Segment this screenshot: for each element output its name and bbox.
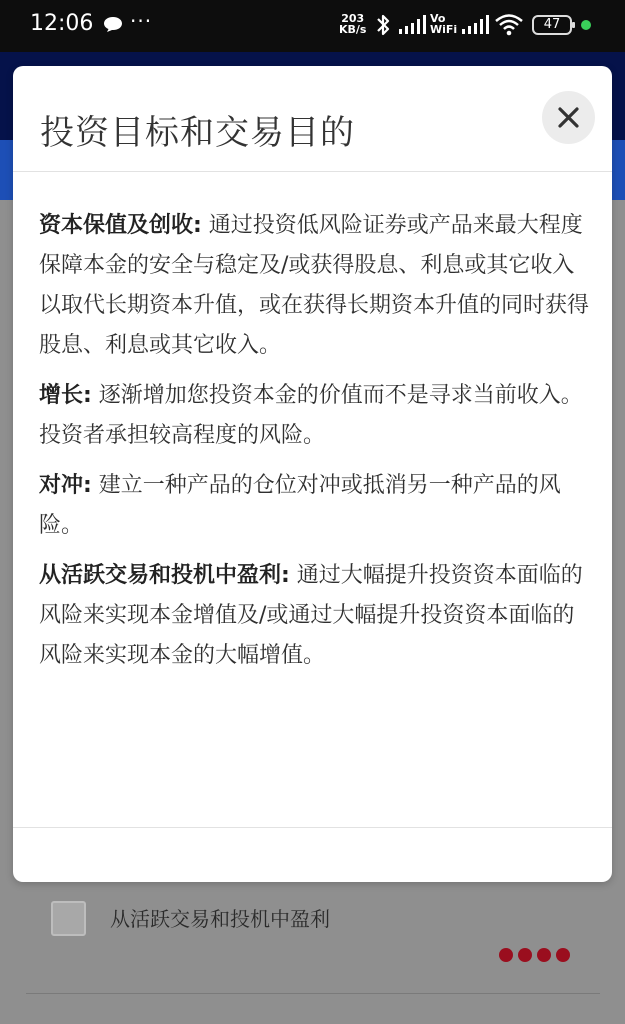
wifi-icon <box>494 12 524 38</box>
definition-term: 从活跃交易和投机中盈利: <box>39 563 290 588</box>
close-icon <box>558 107 579 128</box>
loading-dot <box>518 948 532 962</box>
definition-hedging <box>39 466 589 546</box>
info-modal <box>13 66 612 882</box>
status-bar <box>0 0 625 52</box>
loading-dot <box>537 948 551 962</box>
checkbox[interactable] <box>51 901 86 936</box>
vowifi-label: WiFi <box>430 23 458 36</box>
more-notifications-icon: ··· <box>130 9 153 33</box>
signal-icon <box>461 14 489 36</box>
modal-footer-divider <box>13 827 612 828</box>
network-speed-value: 203 <box>341 12 365 25</box>
loading-dots <box>499 948 570 962</box>
definition-growth <box>39 376 589 456</box>
network-speed-unit: KB/s <box>339 23 367 36</box>
definition-text: 通过投资低风险证券或产品来最大程度保障本金的安全与稳定及/或获得股息、利息或其它收入以取代长期资本升值，或在获得长期资本升值的同时获得股息、利息或其它收入。 <box>39 213 590 358</box>
definition-text: 通过大幅提升投资资本面临的风险来实现本金增值及/或通过大幅提升投资资本面临的风险来实现本金的大幅增值。 <box>39 563 583 668</box>
signal-icon <box>398 14 426 36</box>
battery-icon: 47 <box>532 15 572 35</box>
definition-term: 资本保值及创收: <box>39 213 202 238</box>
loading-dot <box>499 948 513 962</box>
modal-body <box>39 206 589 686</box>
modal-title: 投资目标和交易目的 <box>40 113 355 153</box>
definition-text: 建立一种产品的仓位对冲或抵消另一种产品的风险。 <box>39 473 561 538</box>
definition-speculation <box>39 556 589 676</box>
loading-dot <box>556 948 570 962</box>
definition-text: 逐渐增加您投资本金的价值而不是寻求当前收入。投资者承担较高程度的风险。 <box>39 383 583 448</box>
definition-term: 增长: <box>39 383 92 408</box>
background-option-row[interactable] <box>0 880 625 990</box>
modal-header <box>13 66 612 172</box>
network-speed <box>339 13 366 35</box>
checkbox-label: 从活跃交易和投机中盈利 <box>110 907 330 931</box>
vowifi-vo: Vo <box>430 12 446 25</box>
message-icon <box>103 16 123 33</box>
vowifi-indicator <box>430 13 457 35</box>
definition-term: 对冲: <box>39 473 92 498</box>
clock: 12:06 <box>30 11 94 36</box>
divider <box>26 993 600 994</box>
close-button[interactable] <box>542 91 595 144</box>
definition-capital-preservation <box>39 206 589 366</box>
bluetooth-icon <box>374 12 392 38</box>
privacy-indicator-dot <box>581 20 591 30</box>
